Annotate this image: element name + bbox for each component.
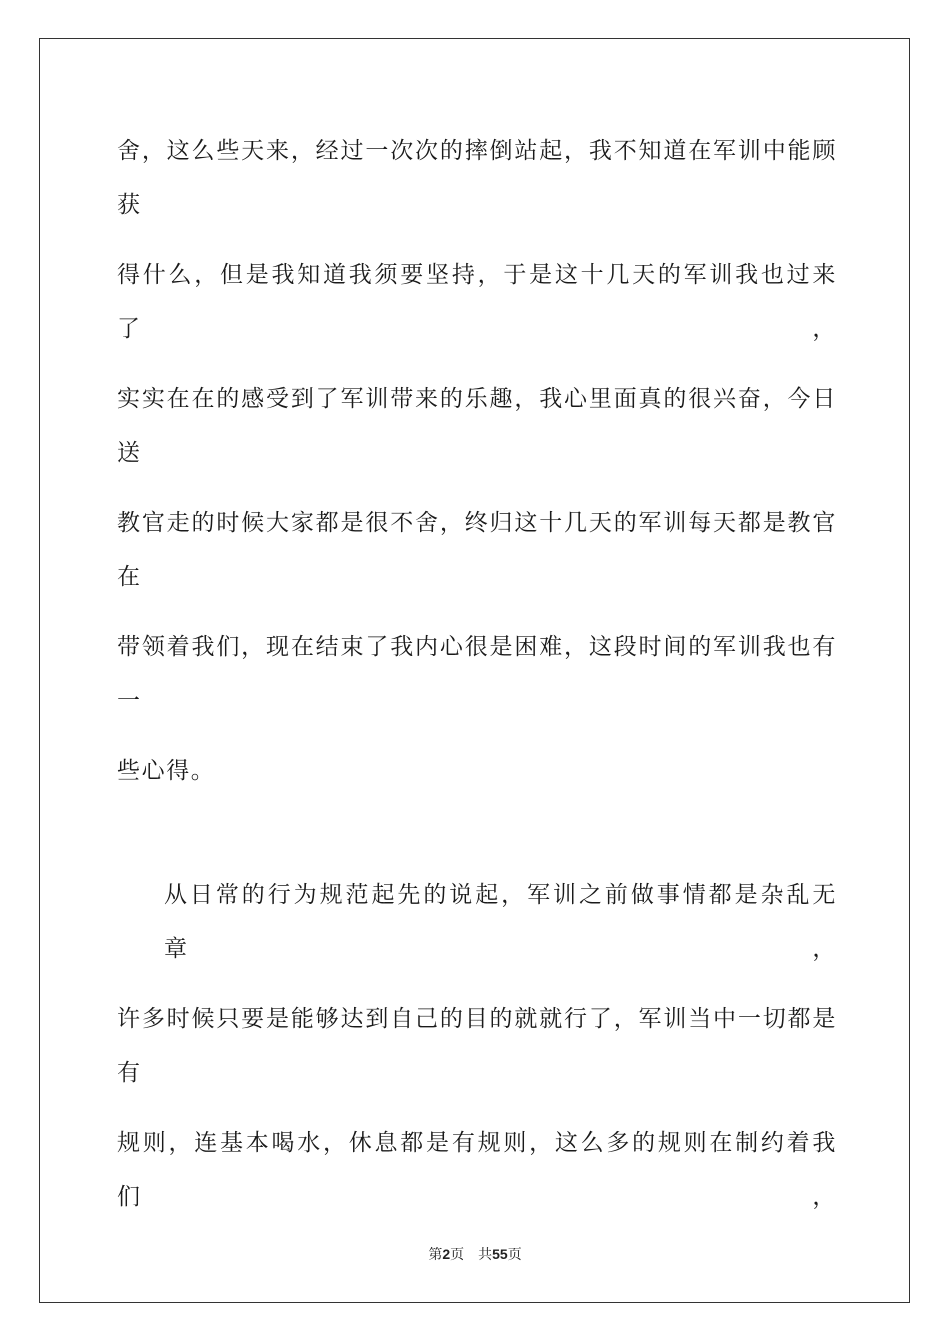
text-line-3: 实实在在的感受到了军训带来的乐趣，我心里面真的很兴奋，今日送 (117, 386, 837, 466)
total-suffix: 页 (507, 1247, 522, 1263)
text-line-5: 带领着我们，现在结束了我内心很是困难，这段时间的军训我也有一 (117, 634, 837, 714)
total-pages: 55 (492, 1246, 508, 1262)
text-line-9: 规则，连基本喝水，休息都是有规则，这么多的规则在制约着我们， (117, 1130, 837, 1210)
page-footer (0, 1244, 950, 1264)
page-suffix: 页 (450, 1247, 465, 1263)
page-prefix: 第 (428, 1247, 443, 1263)
page-number: 2 (442, 1246, 451, 1262)
text-line-1: 舍，这么些天来，经过一次次的摔倒站起，我不知道在军训中能顾获 (117, 138, 837, 218)
paragraph-2-line-1: 从日常的行为规范起先的说起，军训之前做事情都是杂乱无章， (164, 882, 837, 962)
text-line-6: 些心得。 (117, 758, 216, 784)
text-line-4: 教官走的时候大家都是很不舍，终归这十几天的军训每天都是教官在 (117, 510, 837, 590)
document-body (117, 124, 837, 1240)
total-prefix: 共 (478, 1247, 493, 1263)
text-line-2: 得什么，但是我知道我须要坚持，于是这十几天的军训我也过来了， (117, 262, 837, 342)
text-line-8: 许多时候只要是能够达到自己的目的就就行了，军训当中一切都是有 (117, 1006, 837, 1086)
